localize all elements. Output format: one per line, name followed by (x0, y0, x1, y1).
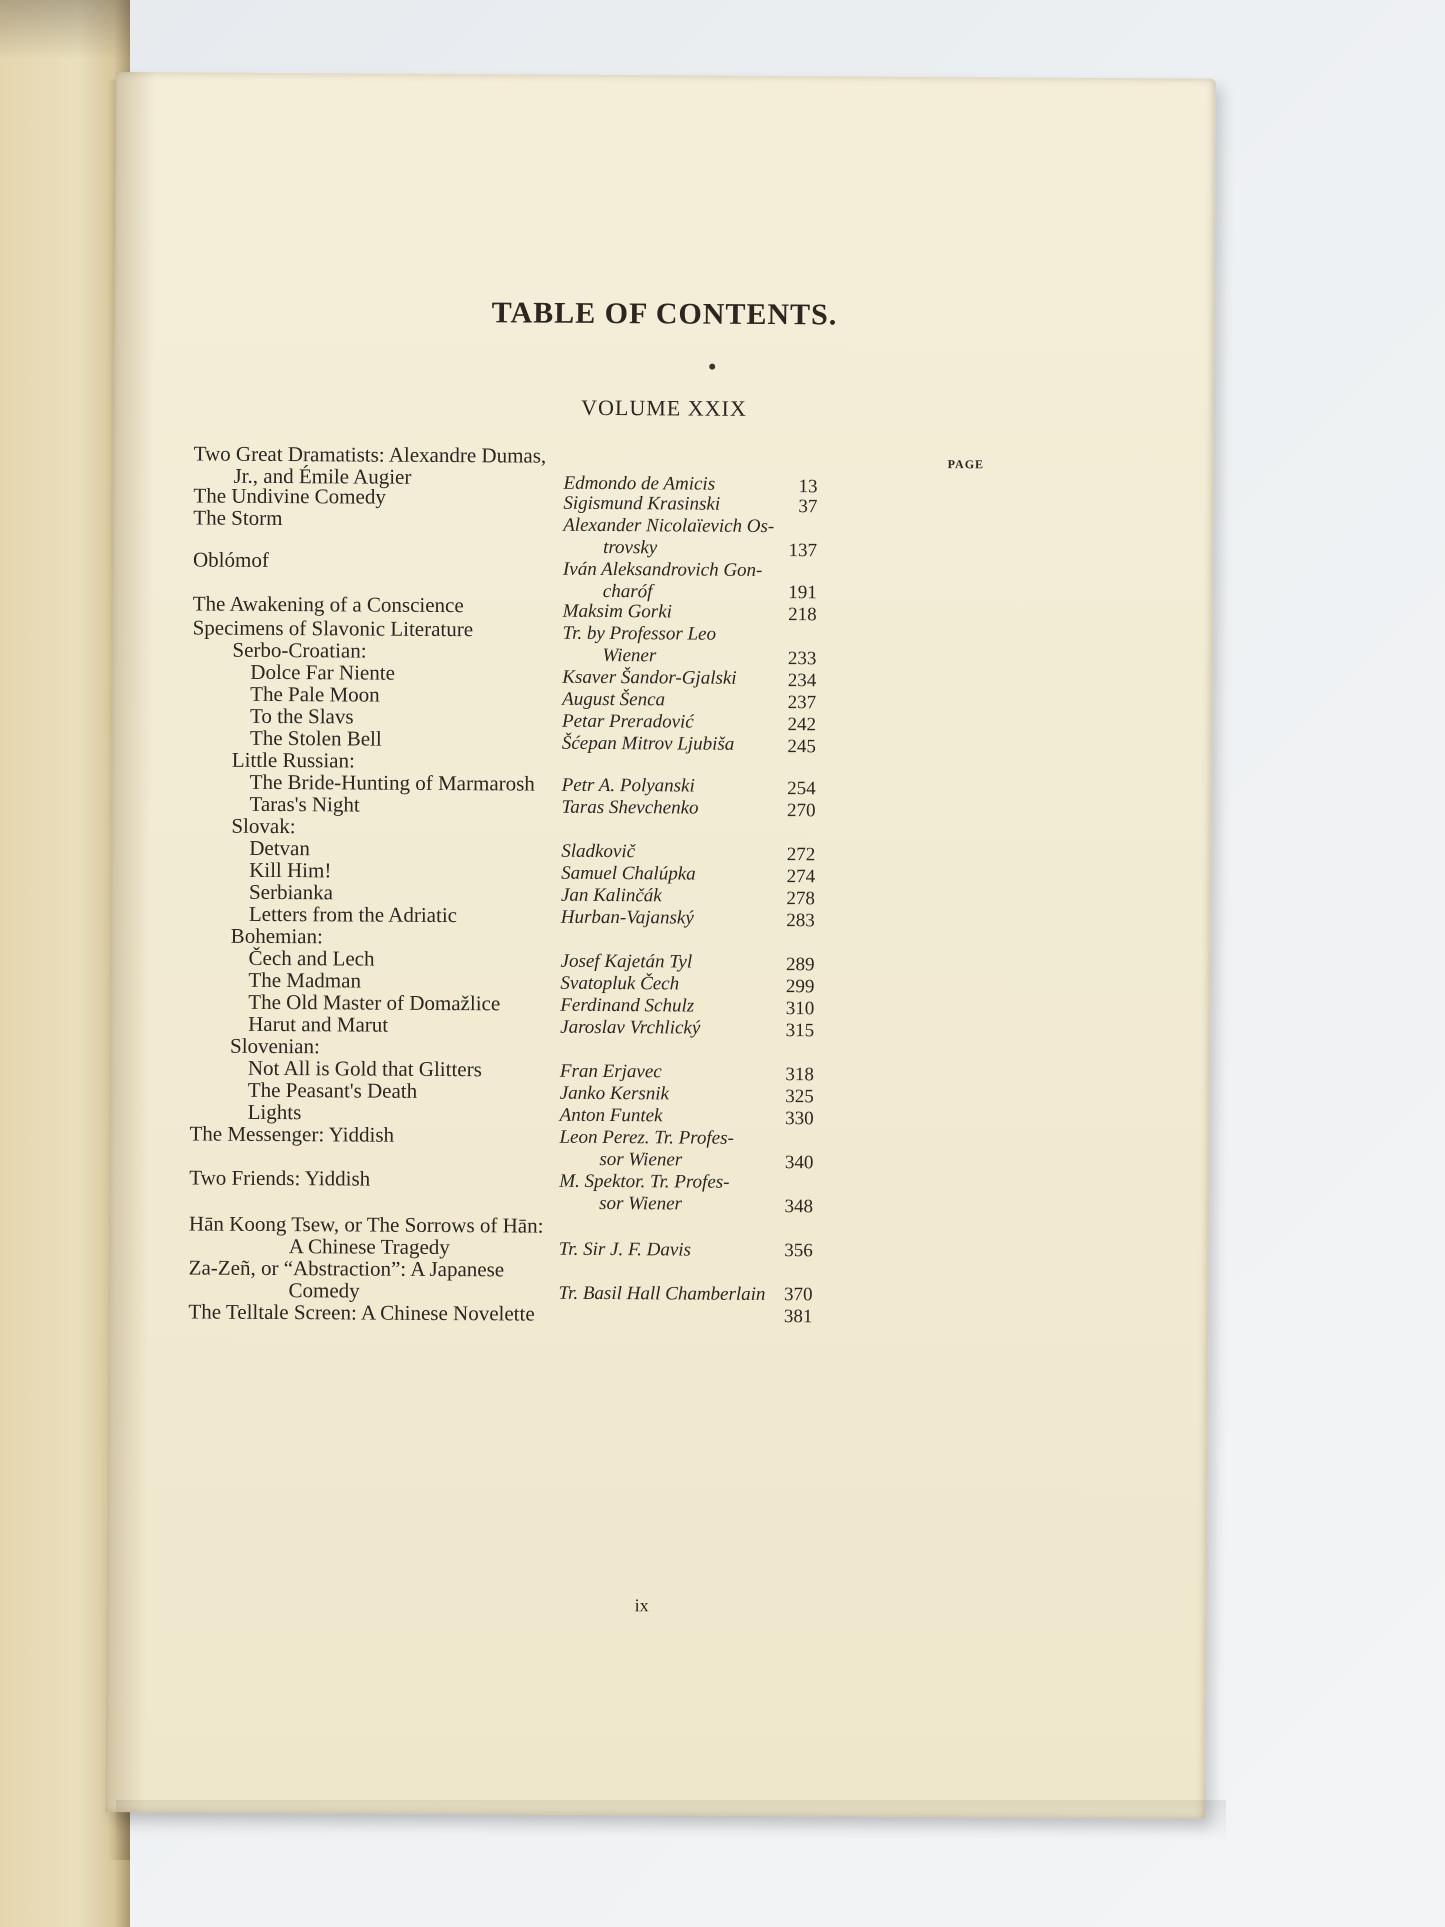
volume-heading: VOLUME XXIX (581, 394, 747, 421)
cover-edge (0, 0, 130, 60)
toc-entry-author: Jaroslav Vrchlický (560, 1016, 701, 1039)
toc-entry-title: Slovenian: (229, 1033, 320, 1059)
toc-entry-title: Dolce Far Niente (250, 659, 396, 685)
toc-entry-title: Serbianka (248, 879, 334, 905)
toc-entry-author: Ksaver Šandor-Gjalski (562, 666, 737, 689)
toc-entry-title-cont: A Chinese Tragedy (288, 1234, 450, 1260)
toc-entry-page: 191 (788, 582, 817, 604)
page-title: TABLE OF CONTENTS. (491, 296, 838, 332)
toc-entry-page: 278 (786, 888, 816, 910)
toc-entry-page: 245 (787, 736, 816, 758)
toc-entry-page: 218 (788, 604, 817, 626)
toc-entry-title: The Telltale Screen: A Chinese Novelette (188, 1299, 535, 1326)
toc-entry-author: Maksim Gorki (562, 600, 673, 623)
toc-entry-title: Two Friends: Yiddish (189, 1165, 371, 1191)
toc-entry-author: Taras Shevchenko (561, 796, 699, 819)
toc-entry-title: Harut and Marut (248, 1011, 389, 1037)
toc-entry-page: 283 (786, 910, 815, 932)
toc-entry-author: Janko Kersnik (559, 1082, 670, 1105)
toc-entry-title: Hān Koong Tsew, or The Sorrows of Hān: (188, 1211, 544, 1238)
toc-entry-page: 299 (785, 976, 815, 998)
toc-entry-author: Leon Perez. Tr. Profes- (559, 1126, 734, 1149)
toc-entry-title: Specimens of Slavonic Literature (192, 615, 474, 642)
toc-entry-page: 325 (785, 1086, 814, 1108)
toc-entry-title: The Stolen Bell (249, 725, 382, 751)
toc-entry-author: Hurban-Vajanský (560, 906, 694, 929)
toc-entry-page: 289 (785, 954, 815, 976)
toc-entry-title: Slovak: (231, 813, 296, 839)
toc-entry-title: The Peasant's Death (247, 1077, 418, 1103)
toc-entry-title: Kill Him! (249, 857, 332, 883)
toc-entry-title: The Awakening of a Conscience (192, 591, 464, 618)
toc-entry-page: 37 (798, 496, 818, 518)
toc-entry-page: 234 (787, 670, 817, 692)
toc-entry-author: Petar Preradović (561, 710, 694, 733)
toc-entry-page: 233 (787, 648, 817, 670)
toc-entry-title: Čech and Lech (248, 945, 375, 971)
toc-entry-title-cont: Comedy (288, 1278, 360, 1303)
toc-entry-page: 272 (786, 844, 816, 866)
toc-entry-author-cont: Wiener (602, 644, 657, 667)
toc-entry-page: 356 (784, 1240, 813, 1262)
toc-entry-title: Taras's Night (249, 791, 360, 817)
toc-entry-title: The Bride-Hunting of Marmarosh (249, 769, 535, 796)
toc-entry-page: 13 (798, 476, 818, 498)
toc-entry-title: Detvan (249, 835, 310, 861)
toc-entry-page: 310 (785, 998, 815, 1020)
toc-entry-author: Iván Aleksandrovich Gon- (562, 558, 763, 581)
toc-entry-title: The Messenger: Yiddish (189, 1121, 395, 1147)
toc-entry-title: The Pale Moon (250, 681, 380, 707)
toc-entry-author: Samuel Chalúpka (561, 862, 696, 885)
toc-entry-author: Svatopluk Čech (560, 972, 680, 995)
toc-entry-author: Tr. Basil Hall Chamberlain (558, 1282, 766, 1305)
toc-entry-title: The Old Master of Domažlice (248, 989, 501, 1016)
toc-entry-title: The Undivine Comedy (193, 483, 386, 509)
toc-entry-title: The Storm (193, 505, 283, 531)
toc-entry-author: M. Spektor. Tr. Profes- (559, 1170, 730, 1193)
toc-entry-page: 242 (787, 714, 817, 736)
toc-entry-title: Letters from the Adriatic (248, 901, 458, 928)
title-ornament (709, 364, 715, 370)
book-page (105, 72, 1216, 1819)
toc-entry-page: 318 (785, 1064, 814, 1086)
toc-entry-author: Sigismund Krasinski (563, 492, 721, 515)
toc-entry-title-cont: Jr., and Émile Augier (233, 463, 412, 489)
toc-entry-page: 254 (787, 778, 816, 800)
toc-entry-page: 370 (783, 1284, 813, 1306)
toc-content (105, 72, 1216, 1819)
toc-entry-author: Anton Funtek (559, 1104, 663, 1127)
toc-entry-page: 270 (786, 800, 816, 822)
toc-entry-page: 237 (787, 692, 817, 714)
toc-entry-title: The Madman (248, 967, 362, 993)
toc-entry-author: Tr. Sir J. F. Davis (558, 1238, 692, 1261)
toc-entry-author: Sladkovič (561, 840, 636, 863)
toc-entry-title: Not All is Gold that Glitters (247, 1055, 482, 1082)
toc-entry-author: Edmondo de Amicis (563, 472, 716, 495)
toc-entry-author: Fran Erjavec (559, 1060, 662, 1083)
toc-entry-page: 381 (783, 1306, 813, 1328)
toc-entry-title: To the Slavs (249, 703, 354, 729)
toc-entry-title: Two Great Dramatists: Alexandre Dumas, (193, 441, 547, 468)
toc-entry-page: 274 (786, 866, 816, 888)
toc-entry-author: Petr A. Polyanski (561, 774, 695, 797)
toc-entry-page: 315 (785, 1020, 815, 1042)
toc-entry-author: Josef Kajetán Tyl (560, 950, 693, 973)
toc-entry-title: Little Russian: (231, 747, 355, 773)
toc-entry-author: Jan Kalinčák (560, 884, 662, 907)
page-bottom-shadow (116, 1800, 1226, 1840)
toc-entry-page: 137 (788, 540, 818, 562)
toc-entry-author: Tr. by Professor Leo (562, 622, 717, 645)
toc-entry-author: Alexander Nicolaïevich Os- (563, 514, 775, 538)
toc-entry-title: Za-Zeñ, or “Abstraction”: A Japanese (188, 1255, 505, 1282)
toc-entry-title: Oblómof (192, 547, 269, 572)
toc-entry-author-cont: sor Wiener (599, 1192, 683, 1215)
toc-entry-page: 348 (784, 1196, 814, 1218)
page-folio: ix (634, 1595, 649, 1616)
toc-entry-author-cont: sor Wiener (599, 1148, 683, 1171)
toc-entry-title: Serbo-Croatian: (232, 637, 367, 663)
toc-entry-author: Šćepan Mitrov Ljubiša (561, 732, 735, 755)
toc-entry-title: Lights (247, 1099, 302, 1125)
toc-entry-page: 330 (785, 1108, 814, 1130)
toc-entry-title: Bohemian: (230, 923, 323, 949)
page-column-heading: PAGE (947, 457, 985, 472)
toc-entry-author-cont: trovsky (603, 536, 658, 559)
toc-entry-author: Ferdinand Schulz (560, 994, 695, 1017)
toc-entry-page: 340 (784, 1152, 814, 1174)
toc-entry-author: August Šenca (562, 688, 666, 711)
toc-entry-author-cont: charóf (602, 580, 653, 603)
